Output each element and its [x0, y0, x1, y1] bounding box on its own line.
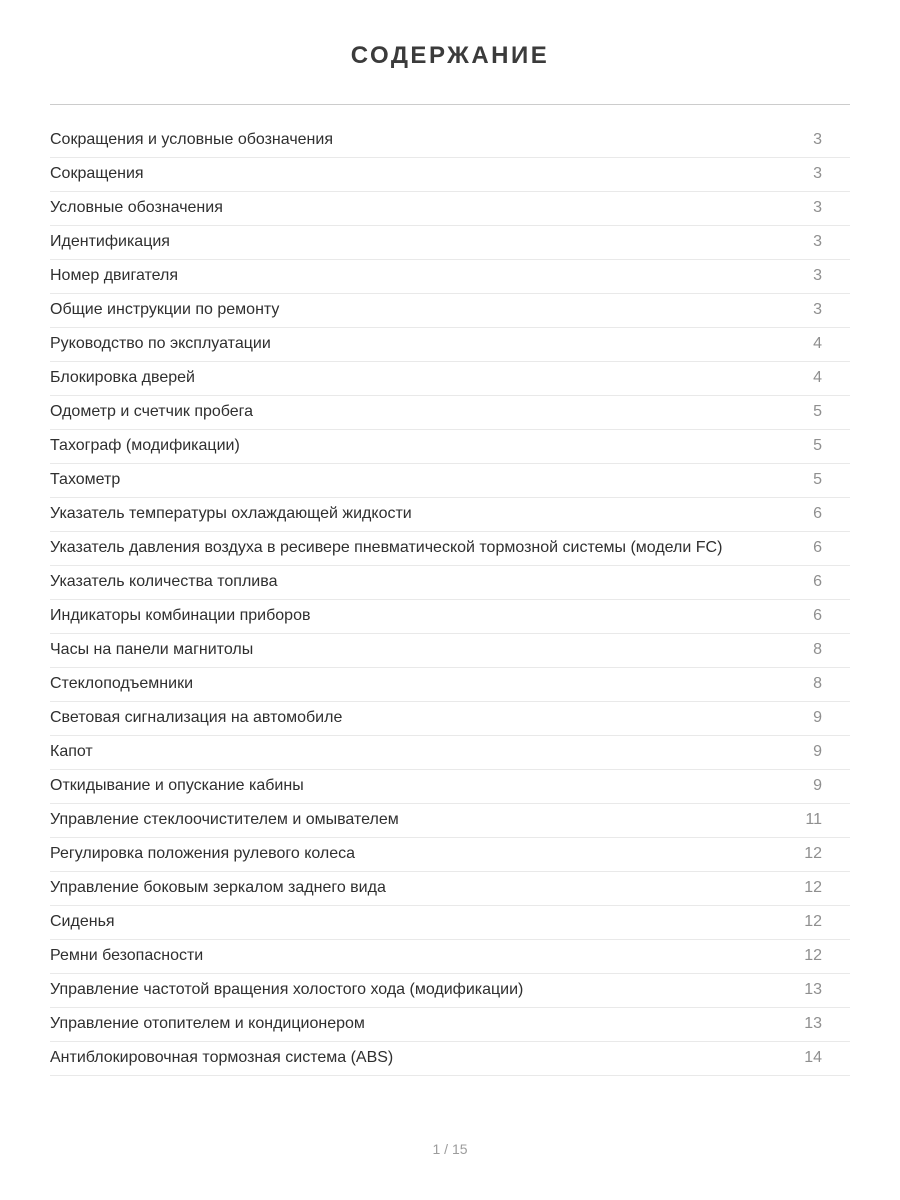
- toc-entry-page-number: 13: [804, 1015, 822, 1032]
- toc-entry-title: Общие инструкции по ремонту: [50, 301, 280, 318]
- toc-row: [50, 566, 850, 600]
- toc-entry-page-number: 3: [813, 233, 822, 250]
- toc-entry-title: Тахометр: [50, 471, 121, 488]
- toc-entry-page-number: 6: [813, 607, 822, 624]
- toc-entry-page-number: 12: [804, 947, 822, 964]
- toc-row: [50, 1042, 850, 1076]
- toc-row: [50, 634, 850, 668]
- toc-row: [50, 124, 850, 158]
- toc-entry-page-number: 4: [813, 369, 822, 386]
- title-divider: [50, 104, 850, 105]
- toc-entry-title: Блокировка дверей: [50, 369, 195, 386]
- toc-entry-title: Управление отопителем и кондиционером: [50, 1015, 365, 1032]
- toc-entry-page-number: 13: [804, 981, 822, 998]
- toc-row: [50, 396, 850, 430]
- toc-entry-page-number: 5: [813, 437, 822, 454]
- toc-row: [50, 158, 850, 192]
- toc-entry-page-number: 3: [813, 267, 822, 284]
- toc-row: [50, 260, 850, 294]
- toc-row: [50, 362, 850, 396]
- toc-entry-page-number: 12: [804, 913, 822, 930]
- toc-entry-page-number: 11: [805, 811, 822, 828]
- toc-row: [50, 702, 850, 736]
- toc-entry-page-number: 6: [813, 505, 822, 522]
- toc-entry-page-number: 12: [804, 879, 822, 896]
- toc-entry-page-number: 9: [813, 743, 822, 760]
- toc-row: [50, 940, 850, 974]
- toc-entry-title: Руководство по эксплуатации: [50, 335, 271, 352]
- toc-entry-title: Сокращения и условные обозначения: [50, 131, 333, 148]
- toc-entry-page-number: 8: [813, 641, 822, 658]
- toc-row: [50, 838, 850, 872]
- toc-row: [50, 736, 850, 770]
- toc-entry-page-number: 6: [813, 573, 822, 590]
- toc-row: [50, 294, 850, 328]
- toc-list: [50, 124, 850, 1076]
- toc-row: [50, 906, 850, 940]
- toc-entry-title: Условные обозначения: [50, 199, 223, 216]
- toc-entry-title: Номер двигателя: [50, 267, 179, 284]
- toc-row: [50, 498, 850, 532]
- toc-entry-title: Тахограф (модификации): [50, 437, 240, 454]
- toc-entry-title: Указатель давления воздуха в ресивере пневматической тормозной системы (модели FC): [50, 539, 723, 556]
- toc-entry-page-number: 6: [813, 539, 822, 556]
- toc-entry-title: Указатель температуры охлаждающей жидкости: [50, 505, 412, 522]
- toc-entry-title: Одометр и счетчик пробега: [50, 403, 254, 420]
- toc-entry-title: Ремни безопасности: [50, 947, 204, 964]
- page-title: СОДЕРЖАНИЕ: [350, 42, 550, 69]
- toc-entry-page-number: 3: [813, 199, 822, 216]
- toc-entry-title: Сокращения: [50, 165, 144, 182]
- toc-row: [50, 668, 850, 702]
- toc-entry-page-number: 9: [813, 709, 822, 726]
- page-number-indicator: 1 / 15: [432, 1141, 468, 1157]
- toc-entry-title: Стеклоподъемники: [50, 675, 193, 692]
- toc-entry-title: Управление боковым зеркалом заднего вида: [50, 879, 386, 896]
- toc-entry-title: Управление стеклоочистителем и омывателем: [50, 811, 399, 828]
- toc-entry-title: Часы на панели магнитолы: [50, 641, 254, 658]
- toc-entry-title: Регулировка положения рулевого колеса: [50, 845, 356, 862]
- toc-entry-page-number: 12: [804, 845, 822, 862]
- toc-entry-title: Индикаторы комбинации приборов: [50, 607, 311, 624]
- toc-entry-page-number: 14: [804, 1049, 822, 1066]
- toc-row: [50, 872, 850, 906]
- toc-entry-title: Световая сигнализация на автомобиле: [50, 709, 343, 726]
- toc-row: [50, 192, 850, 226]
- toc-row: [50, 804, 850, 838]
- toc-entry-title: Указатель количества топлива: [50, 573, 278, 590]
- toc-entry-title: Откидывание и опускание кабины: [50, 777, 304, 794]
- toc-entry-page-number: 9: [813, 777, 822, 794]
- toc-entry-title: Управление частотой вращения холостого хода (модификации): [50, 981, 524, 998]
- toc-entry-page-number: 3: [813, 301, 822, 318]
- toc-entry-title: Антиблокировочная тормозная система (ABS): [50, 1049, 394, 1066]
- toc-row: [50, 226, 850, 260]
- toc-entry-title: Капот: [50, 743, 93, 760]
- toc-row: [50, 430, 850, 464]
- toc-entry-page-number: 4: [813, 335, 822, 352]
- toc-entry-page-number: 3: [813, 131, 822, 148]
- toc-entry-page-number: 8: [813, 675, 822, 692]
- toc-entry-page-number: 5: [813, 403, 822, 420]
- toc-row: [50, 1008, 850, 1042]
- toc-entry-page-number: 3: [813, 165, 822, 182]
- toc-entry-page-number: 5: [813, 471, 822, 488]
- toc-row: [50, 770, 850, 804]
- toc-row: [50, 532, 850, 566]
- toc-row: [50, 974, 850, 1008]
- toc-entry-title: Идентификация: [50, 233, 170, 250]
- toc-row: [50, 600, 850, 634]
- toc-row: [50, 328, 850, 362]
- toc-entry-title: Сиденья: [50, 913, 115, 930]
- toc-row: [50, 464, 850, 498]
